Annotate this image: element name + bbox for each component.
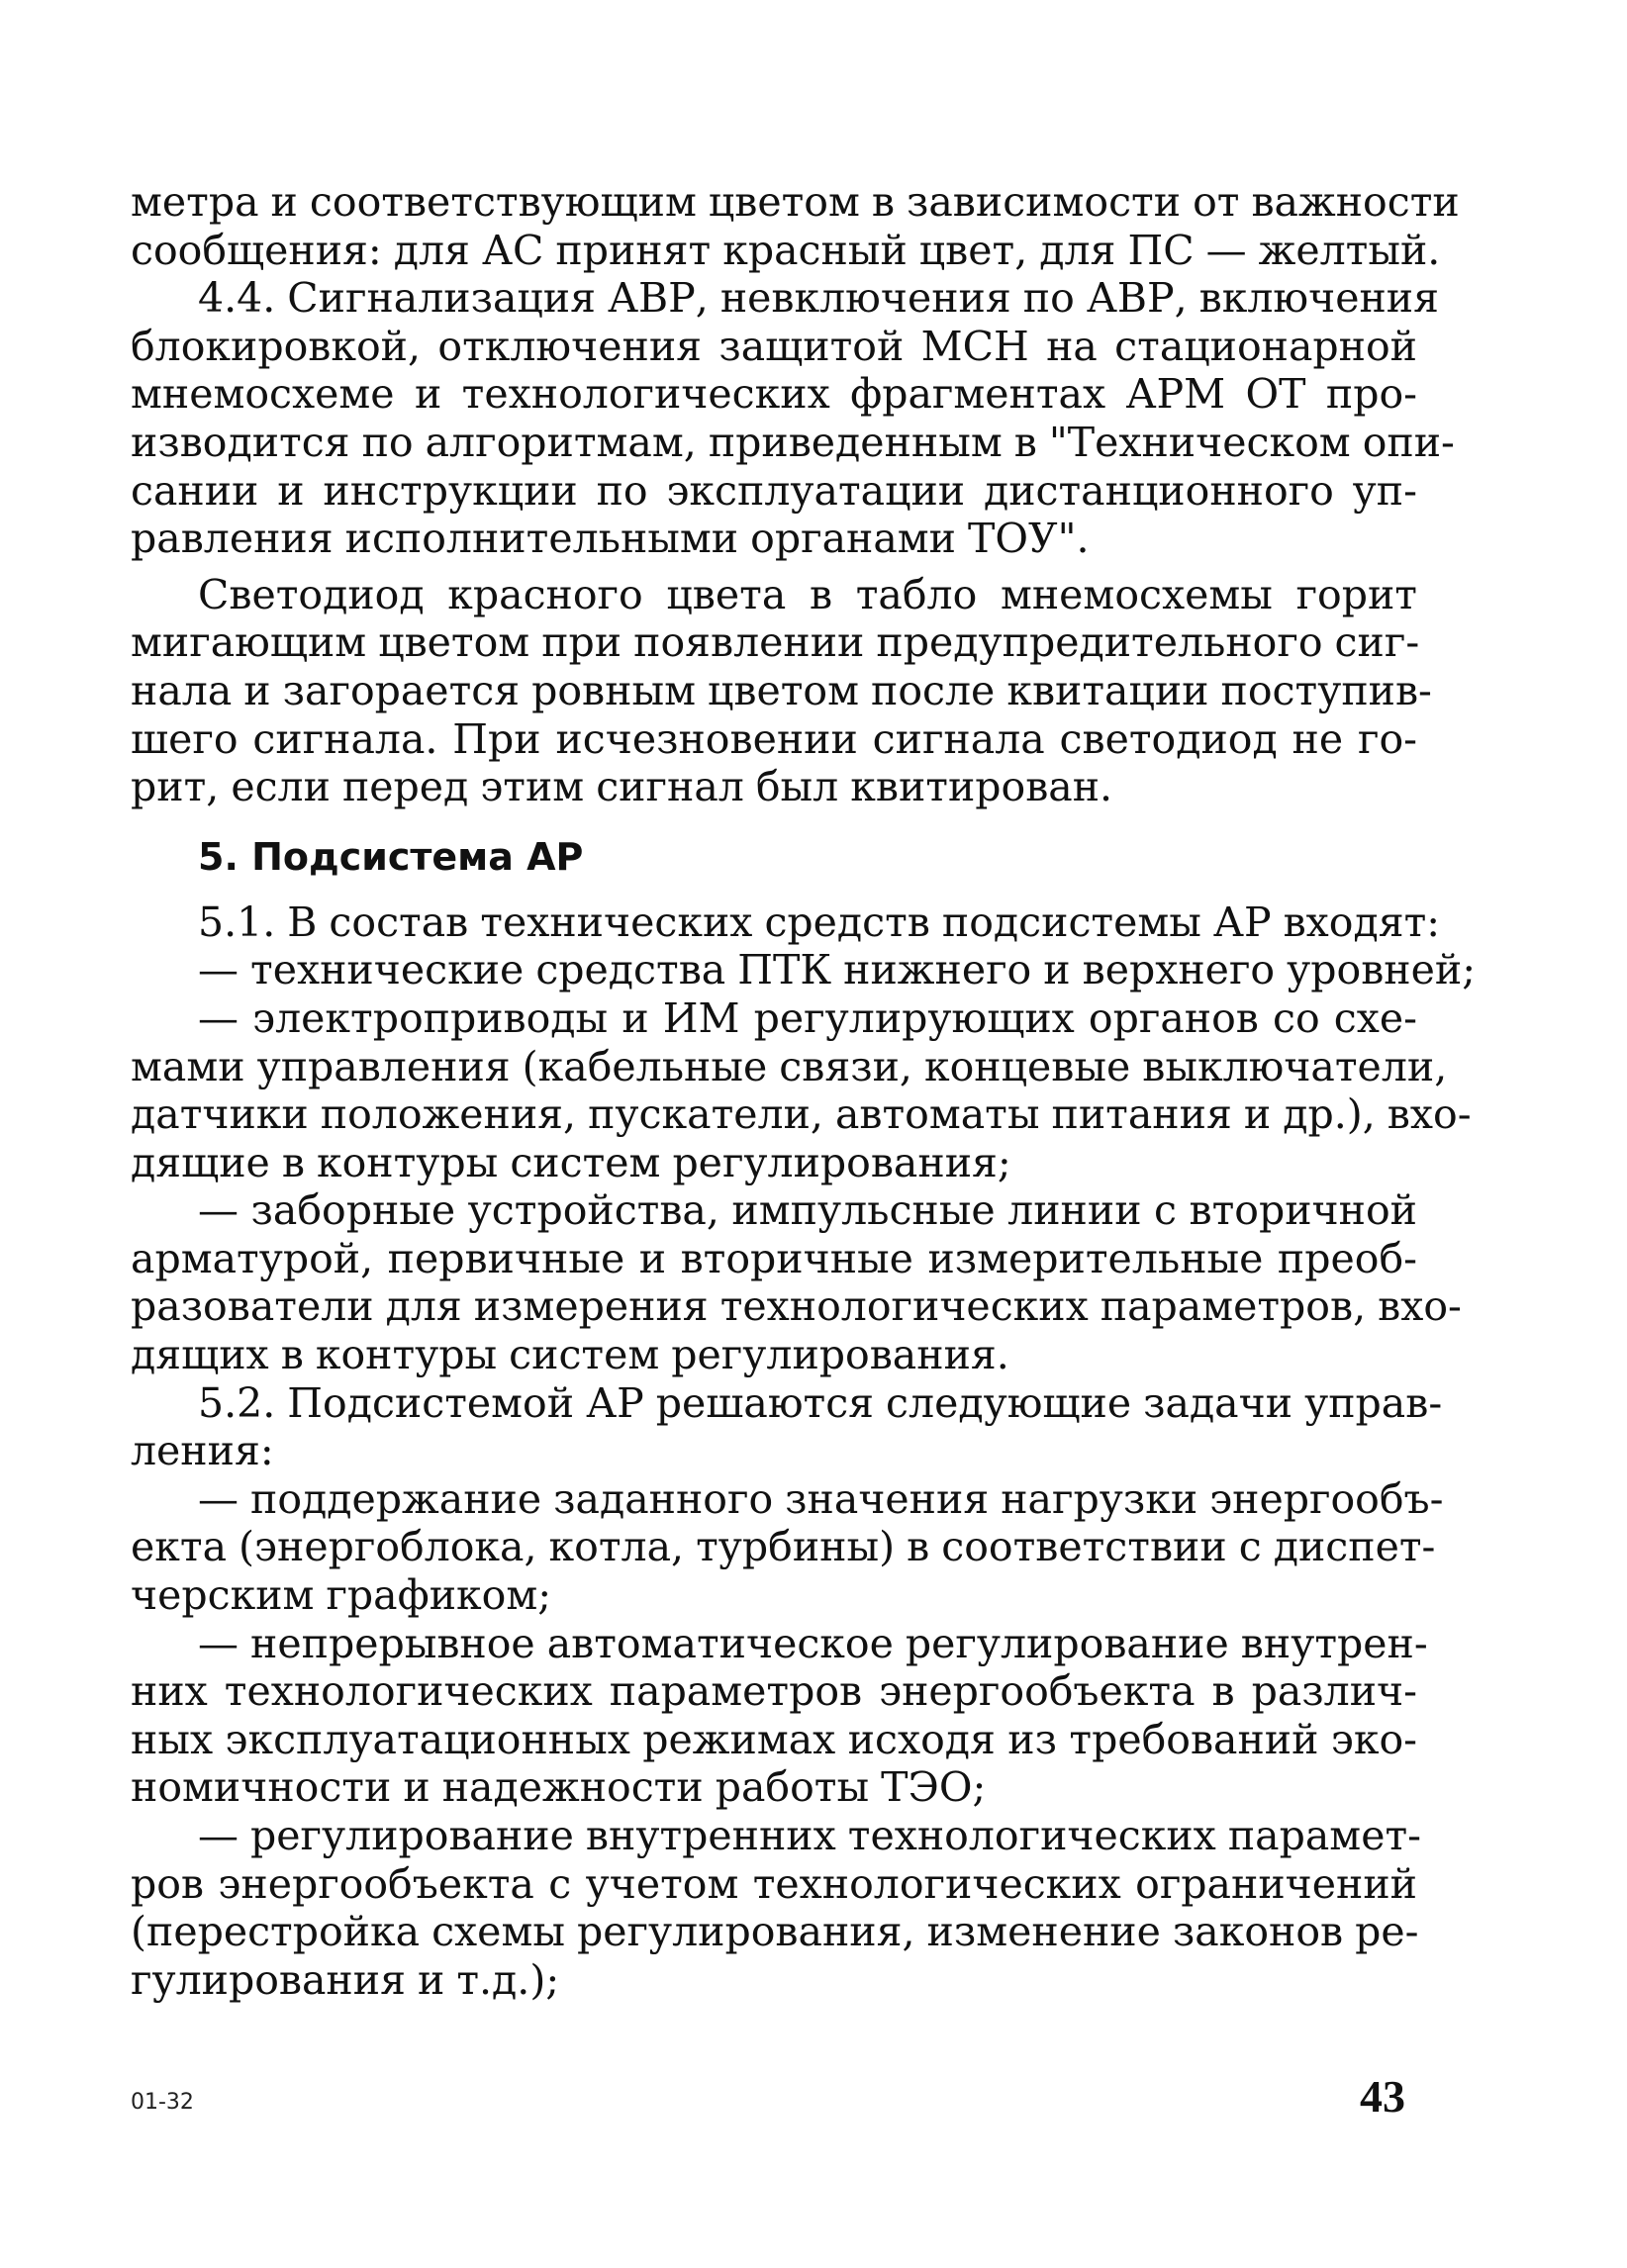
text-line: ров энергообъекта с учетом технологических ограничений	[131, 1859, 1417, 1908]
text-line: дящие в контуры систем регулирования;	[131, 1138, 1011, 1186]
text-line: — регулирование внутренних технологических парамет-	[198, 1812, 1421, 1859]
list-item	[131, 946, 1477, 994]
text-line: мами управления (кабельные связи, концевые выключатели,	[131, 1042, 1448, 1090]
paragraph-continuation	[131, 178, 1460, 274]
paragraph-5-1	[131, 898, 1441, 947]
list-item	[131, 1812, 1421, 2004]
list-item	[131, 1619, 1428, 1812]
list-item	[131, 993, 1472, 1186]
paragraph-4-4	[131, 274, 1455, 563]
text-line: мигающим цветом при появлении предупредительного сиг-	[131, 618, 1420, 667]
text-line: блокировкой, отключения защитой МСН на стационарной	[131, 322, 1417, 370]
text-line: — технические средства ПТК нижнего и верхнего уровней;	[198, 946, 1477, 994]
page-number: 43	[1360, 2071, 1405, 2122]
page-body	[131, 178, 1477, 2004]
text-line: мнемосхеме и технологических фрагментах АРМ ОТ про-	[131, 370, 1417, 419]
text-line: — электроприводы и ИМ регулирующих органов со схе-	[198, 993, 1417, 1042]
text-line: 5.2. Подсистемой АР решаются следующие задачи управ-	[198, 1378, 1443, 1427]
text-line: черским графиком;	[131, 1571, 552, 1620]
text-line: гулирования и т.д.);	[131, 1955, 560, 2004]
list-item	[131, 1186, 1462, 1379]
text-line: — заборные устройства, импульсные линии с вторичной	[198, 1186, 1417, 1235]
text-line: них технологических параметров энергообъекта в различ-	[131, 1667, 1417, 1716]
paragraph-5-2	[131, 1378, 1443, 1475]
text-line: екта (энергоблока, котла, турбины) в соответствии с диспет-	[131, 1523, 1436, 1571]
text-line: равления исполнительными органами ТОУ".	[131, 515, 1090, 563]
text-line: сообщения: для АС принят красный цвет, для ПС — желтый.	[131, 226, 1441, 274]
text-line: арматурой, первичные и вторичные измерительные преоб-	[131, 1234, 1417, 1282]
text-line: ления:	[131, 1427, 274, 1475]
section-heading: 5. Подсистема АР	[198, 834, 584, 879]
text-line: сании и инструкции по эксплуатации дистанционного уп-	[131, 466, 1417, 515]
text-line: шего сигнала. При исчезновении сигнала светодиод не го-	[131, 714, 1417, 763]
text-line: рит, если перед этим сигнал был квитирован.	[131, 763, 1113, 811]
text-line: метра и соответствующим цветом в зависимости от важности	[131, 178, 1460, 226]
text-line: — непрерывное автоматическое регулирование внутрен-	[198, 1619, 1428, 1667]
text-line: дящих в контуры систем регулирования.	[131, 1331, 1009, 1379]
text-line: номичности и надежности работы ТЭО;	[131, 1763, 987, 1812]
text-line: разователи для измерения технологических параметров, вхо-	[131, 1282, 1462, 1331]
text-line: — поддержание заданного значения нагрузки энергообъ-	[198, 1474, 1444, 1523]
text-line: нала и загорается ровным цветом после квитации поступив-	[131, 666, 1432, 714]
text-line: 5.1. В состав технических средств подсистемы АР входят:	[198, 898, 1441, 946]
list-item	[131, 1474, 1444, 1620]
paragraph-led	[131, 570, 1432, 811]
footer-code: 01-32	[131, 2090, 194, 2115]
text-line: (перестройка схемы регулирования, изменение законов ре-	[131, 1908, 1419, 1956]
text-line: ных эксплуатационных режимах исходя из требований эко-	[131, 1715, 1417, 1763]
text-line: 4.4. Сигнализация АВР, невключения по АВР, включения	[198, 274, 1439, 323]
text-line: Светодиод красного цвета в табло мнемосхемы горит	[198, 570, 1417, 618]
text-line: датчики положения, пускатели, автоматы питания и др.), вхо-	[131, 1090, 1472, 1139]
text-line: изводится по алгоритмам, приведенным в "Техническом опи-	[131, 418, 1455, 466]
